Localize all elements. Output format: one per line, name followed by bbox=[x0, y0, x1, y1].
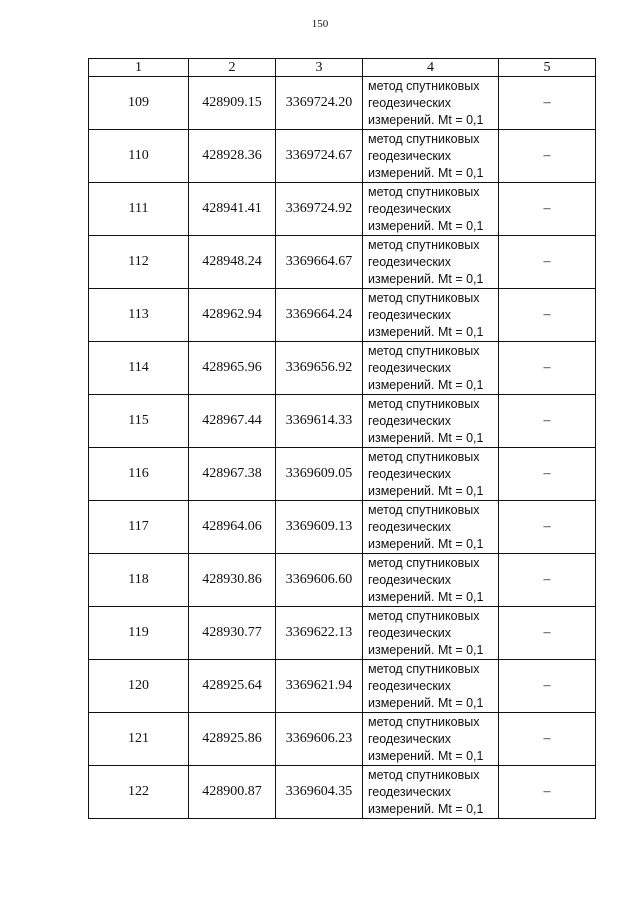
method-line: измерений. Mt = 0,1 bbox=[368, 165, 484, 180]
method-line: измерений. Mt = 0,1 bbox=[368, 324, 484, 339]
x-coordinate-cell: 428948.24 bbox=[189, 236, 276, 289]
table-row bbox=[89, 713, 596, 766]
y-coordinate-cell: 3369609.05 bbox=[276, 448, 363, 501]
x-coordinate-cell: 428965.96 bbox=[189, 342, 276, 395]
y-coordinate-cell: 3369606.60 bbox=[276, 554, 363, 607]
method-line: метод спутниковых bbox=[368, 78, 480, 93]
method-line: измерений. Mt = 0,1 bbox=[368, 695, 484, 710]
table-row bbox=[89, 660, 596, 713]
method-cell bbox=[363, 342, 499, 395]
point-number-cell: 118 bbox=[89, 554, 189, 607]
x-coordinate-cell: 428900.87 bbox=[189, 766, 276, 819]
note-cell: – bbox=[499, 713, 596, 766]
method-cell bbox=[363, 448, 499, 501]
method-line: геодезических bbox=[368, 572, 452, 587]
note-cell: – bbox=[499, 236, 596, 289]
note-cell: – bbox=[499, 448, 596, 501]
table-row bbox=[89, 766, 596, 819]
method-line: измерений. Mt = 0,1 bbox=[368, 536, 484, 551]
x-coordinate-cell: 428941.41 bbox=[189, 183, 276, 236]
note-cell: – bbox=[499, 554, 596, 607]
method-line: измерений. Mt = 0,1 bbox=[368, 748, 484, 763]
x-coordinate-cell: 428928.36 bbox=[189, 130, 276, 183]
method-line: геодезических bbox=[368, 254, 452, 269]
method-line: метод спутниковых bbox=[368, 714, 480, 729]
y-coordinate-cell: 3369604.35 bbox=[276, 766, 363, 819]
x-coordinate-cell: 428964.06 bbox=[189, 501, 276, 554]
method-line: метод спутниковых bbox=[368, 502, 480, 517]
point-number-cell: 117 bbox=[89, 501, 189, 554]
point-number-cell: 111 bbox=[89, 183, 189, 236]
method-line: метод спутниковых bbox=[368, 608, 480, 623]
x-coordinate-cell: 428930.77 bbox=[189, 607, 276, 660]
table-row bbox=[89, 289, 596, 342]
y-coordinate-cell: 3369664.67 bbox=[276, 236, 363, 289]
table-row bbox=[89, 395, 596, 448]
point-number-cell: 114 bbox=[89, 342, 189, 395]
note-cell: – bbox=[499, 130, 596, 183]
method-line: геодезических bbox=[368, 95, 452, 110]
table-row bbox=[89, 342, 596, 395]
method-line: измерений. Mt = 0,1 bbox=[368, 589, 484, 604]
coordinates-table bbox=[88, 58, 596, 819]
point-number-cell: 121 bbox=[89, 713, 189, 766]
x-coordinate-cell: 428909.15 bbox=[189, 77, 276, 130]
table-row bbox=[89, 448, 596, 501]
method-line: измерений. Mt = 0,1 bbox=[368, 642, 484, 657]
point-number-cell: 116 bbox=[89, 448, 189, 501]
method-line: метод спутниковых bbox=[368, 449, 480, 464]
method-cell bbox=[363, 607, 499, 660]
method-line: измерений. Mt = 0,1 bbox=[368, 377, 484, 392]
method-line: геодезических bbox=[368, 784, 452, 799]
table-row bbox=[89, 130, 596, 183]
header-row bbox=[89, 59, 596, 77]
point-number-cell: 115 bbox=[89, 395, 189, 448]
method-line: геодезических bbox=[368, 307, 452, 322]
method-line: метод спутниковых bbox=[368, 661, 480, 676]
note-cell: – bbox=[499, 660, 596, 713]
header-col-5: 5 bbox=[499, 59, 596, 77]
method-line: геодезических bbox=[368, 360, 452, 375]
point-number-cell: 109 bbox=[89, 77, 189, 130]
note-cell: – bbox=[499, 766, 596, 819]
note-cell: – bbox=[499, 607, 596, 660]
method-line: геодезических bbox=[368, 148, 452, 163]
method-cell bbox=[363, 554, 499, 607]
y-coordinate-cell: 3369664.24 bbox=[276, 289, 363, 342]
x-coordinate-cell: 428962.94 bbox=[189, 289, 276, 342]
method-line: геодезических bbox=[368, 625, 452, 640]
method-line: геодезических bbox=[368, 731, 452, 746]
header-col-2: 2 bbox=[189, 59, 276, 77]
table-row bbox=[89, 554, 596, 607]
method-line: метод спутниковых bbox=[368, 184, 480, 199]
method-line: геодезических bbox=[368, 466, 452, 481]
method-line: измерений. Mt = 0,1 bbox=[368, 801, 484, 816]
x-coordinate-cell: 428967.44 bbox=[189, 395, 276, 448]
point-number-cell: 119 bbox=[89, 607, 189, 660]
method-cell bbox=[363, 660, 499, 713]
page-number: 150 bbox=[311, 18, 329, 30]
method-line: измерений. Mt = 0,1 bbox=[368, 112, 484, 127]
method-line: метод спутниковых bbox=[368, 767, 480, 782]
x-coordinate-cell: 428930.86 bbox=[189, 554, 276, 607]
method-cell bbox=[363, 130, 499, 183]
note-cell: – bbox=[499, 183, 596, 236]
method-cell bbox=[363, 183, 499, 236]
point-number-cell: 110 bbox=[89, 130, 189, 183]
note-cell: – bbox=[499, 342, 596, 395]
y-coordinate-cell: 3369724.67 bbox=[276, 130, 363, 183]
method-line: измерений. Mt = 0,1 bbox=[368, 271, 484, 286]
x-coordinate-cell: 428967.38 bbox=[189, 448, 276, 501]
method-cell bbox=[363, 501, 499, 554]
note-cell: – bbox=[499, 77, 596, 130]
y-coordinate-cell: 3369606.23 bbox=[276, 713, 363, 766]
method-cell bbox=[363, 766, 499, 819]
method-line: метод спутниковых bbox=[368, 237, 480, 252]
table-row bbox=[89, 607, 596, 660]
y-coordinate-cell: 3369724.92 bbox=[276, 183, 363, 236]
method-line: геодезических bbox=[368, 678, 452, 693]
header-col-4: 4 bbox=[363, 59, 499, 77]
point-number-cell: 122 bbox=[89, 766, 189, 819]
y-coordinate-cell: 3369614.33 bbox=[276, 395, 363, 448]
point-number-cell: 113 bbox=[89, 289, 189, 342]
y-coordinate-cell: 3369621.94 bbox=[276, 660, 363, 713]
note-cell: – bbox=[499, 501, 596, 554]
method-line: метод спутниковых bbox=[368, 396, 480, 411]
table-row bbox=[89, 77, 596, 130]
note-cell: – bbox=[499, 395, 596, 448]
table-row bbox=[89, 501, 596, 554]
table-row bbox=[89, 236, 596, 289]
method-line: геодезических bbox=[368, 201, 452, 216]
y-coordinate-cell: 3369622.13 bbox=[276, 607, 363, 660]
table-body bbox=[89, 77, 596, 819]
method-line: метод спутниковых bbox=[368, 343, 480, 358]
method-line: измерений. Mt = 0,1 bbox=[368, 483, 484, 498]
point-number-cell: 120 bbox=[89, 660, 189, 713]
method-cell bbox=[363, 236, 499, 289]
method-line: метод спутниковых bbox=[368, 131, 480, 146]
method-cell bbox=[363, 289, 499, 342]
method-line: геодезических bbox=[368, 413, 452, 428]
method-cell bbox=[363, 77, 499, 130]
y-coordinate-cell: 3369609.13 bbox=[276, 501, 363, 554]
point-number-cell: 112 bbox=[89, 236, 189, 289]
method-line: измерений. Mt = 0,1 bbox=[368, 218, 484, 233]
method-line: метод спутниковых bbox=[368, 290, 480, 305]
x-coordinate-cell: 428925.64 bbox=[189, 660, 276, 713]
note-cell: – bbox=[499, 289, 596, 342]
method-cell bbox=[363, 395, 499, 448]
method-line: метод спутниковых bbox=[368, 555, 480, 570]
method-line: измерений. Mt = 0,1 bbox=[368, 430, 484, 445]
y-coordinate-cell: 3369724.20 bbox=[276, 77, 363, 130]
header-col-1: 1 bbox=[89, 59, 189, 77]
method-line: геодезических bbox=[368, 519, 452, 534]
x-coordinate-cell: 428925.86 bbox=[189, 713, 276, 766]
header-col-3: 3 bbox=[276, 59, 363, 77]
method-cell bbox=[363, 713, 499, 766]
y-coordinate-cell: 3369656.92 bbox=[276, 342, 363, 395]
table-row bbox=[89, 183, 596, 236]
